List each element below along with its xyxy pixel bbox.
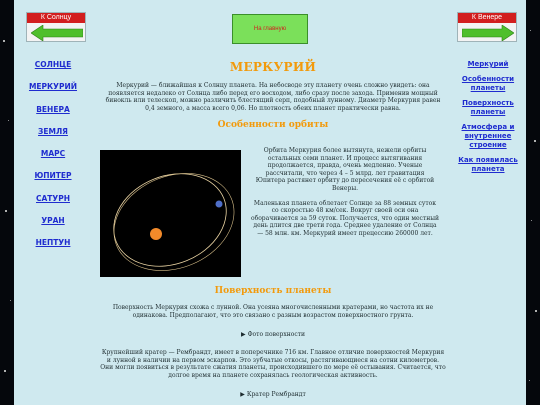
page-container xyxy=(14,0,526,405)
nav-sun[interactable]: СОЛНЦЕ xyxy=(34,60,72,69)
nav-saturn[interactable]: САТУРН xyxy=(36,193,70,203)
orbit-text xyxy=(250,147,440,245)
next-planet-label: К Венере xyxy=(458,13,516,23)
home-label: На главную xyxy=(253,26,287,32)
planet-nav xyxy=(20,60,86,261)
arrow-right-icon xyxy=(462,25,514,41)
intro-paragraph: Меркурий — ближайшая к Солнцу планета. На небосводе эту планету очень сложно увидеть: она появляется недалеко от Солнца либо перед его восходом, либо сразу после захода. Применив мощный бинокль или телескоп, можно различить блестящий серп, подобный лунному. Диаметр Меркурия равен 0,4 земного, а масса всего 0,06. Но плотность обеих планет практически равна. xyxy=(105,82,441,112)
section-link-atmosphere[interactable]: Атмосфера и внутреннее строение xyxy=(461,123,515,149)
nav-mercury[interactable]: МЕРКУРИЙ xyxy=(28,82,78,92)
rembrandt-photo-label: Кратер Рембрандт xyxy=(246,391,306,398)
nav-venus[interactable]: ВЕНЕРА xyxy=(36,104,70,114)
nav-earth[interactable]: ЗЕМЛЯ xyxy=(38,126,68,136)
next-planet-button[interactable] xyxy=(457,12,517,42)
home-button[interactable] xyxy=(232,14,308,44)
surface-photo-label: Фото поверхности xyxy=(247,331,306,338)
nav-mars[interactable]: МАРС xyxy=(40,149,66,159)
surface-section-title: Поверхность планеты xyxy=(214,286,332,296)
orbit-section-title: Особенности орбиты xyxy=(217,120,329,131)
nav-jupiter[interactable]: ЮПИТЕР xyxy=(34,171,72,181)
surface-paragraph-2: Крупнейший кратер — Рембрандт, имеет в поперечнике 716 км. Главное отличие поверхностей Меркурия и лунной в наличии на первом эскарпов. Это зубчатые откосы, растягивающиеся на сотни километров. Они могли появиться в результате сжатия планеты, происходившего по мере её остывания. Считается, что долгое время на планете сохранялась геологическая активность. xyxy=(100,349,446,379)
section-link-surface[interactable]: Поверхность планеты xyxy=(462,99,514,116)
orbit-diagram-image xyxy=(100,150,241,277)
triangle-right-icon: ▶ xyxy=(240,391,245,398)
sun-icon xyxy=(150,228,162,240)
surface-photo-toggle[interactable] xyxy=(100,331,446,338)
orbit-paragraph-2: Маленькая планета облетает Солнце за 88 земных суток со скоростью 48 км/сек. Вокруг своей оси она оборачивается за 59 суток. Получается, что один местный день длится две трети года. Среднее удаление от Солнца — 58 млн. км. Меркурий имеет прецессию 260000 лет. xyxy=(250,199,440,237)
prev-planet-button[interactable] xyxy=(26,12,86,42)
section-link-features[interactable]: Особенности планеты xyxy=(461,75,515,92)
article xyxy=(100,60,446,398)
surface-paragraph-1: Поверхность Меркурия схожа с лунной. Она усеяна многочисленными кратерами, но частота их не одинакова. Предполагают, что это связано с разным возрастом поверхностного грунта. xyxy=(112,304,434,319)
triangle-right-icon: ▶ xyxy=(240,331,246,338)
section-nav xyxy=(454,60,522,180)
prev-planet-label: К Солнцу xyxy=(27,13,85,23)
mercury-icon xyxy=(216,201,223,208)
nav-uranus[interactable]: УРАН xyxy=(41,216,65,226)
rembrandt-photo-toggle[interactable] xyxy=(100,391,446,398)
page-title: МЕРКУРИЙ xyxy=(229,60,317,74)
section-link-origin[interactable]: Как появилась планета xyxy=(458,156,518,173)
section-link-mercury[interactable]: Меркурий xyxy=(467,60,509,68)
arrow-left-icon xyxy=(31,25,83,41)
nav-neptune[interactable]: НЕПТУН xyxy=(35,238,71,248)
orbit-paragraph-1: Орбита Меркурия более вытянута, нежели орбиты остальных семи планет. И процесс вытягивания продолжается, правда, очень медленно. Ученые рассчитали, что через 4 – 5 млрд. лет гравитация Юпитера растянет орбиту до пересечения её с орбитой Венеры. xyxy=(255,147,435,192)
